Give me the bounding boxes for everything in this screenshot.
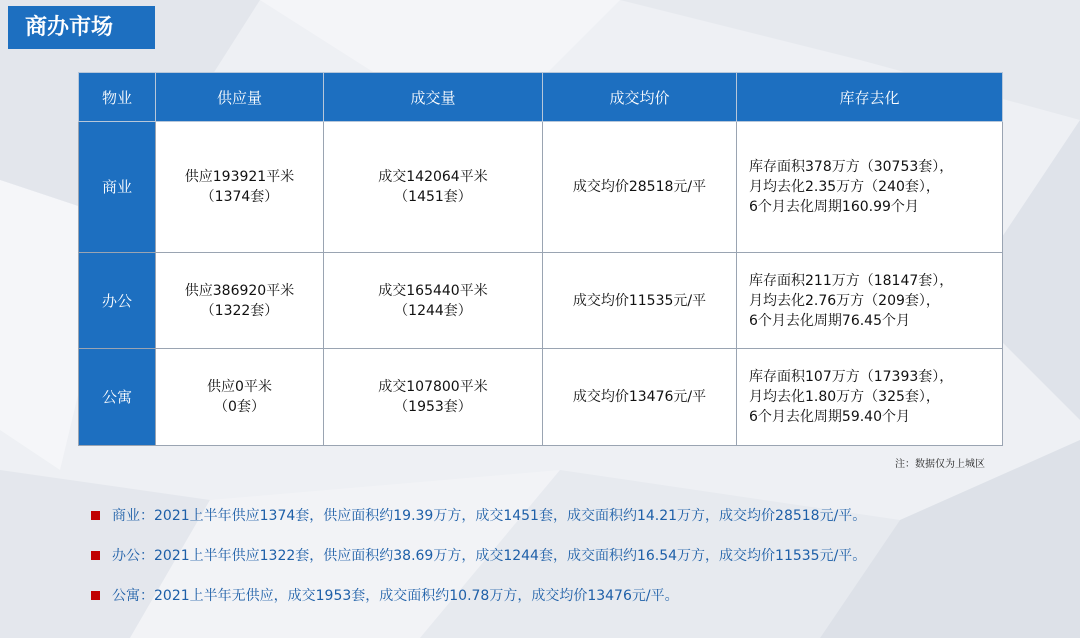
deal-units: （1451套） xyxy=(394,189,472,205)
supply-area: 供应0平米 xyxy=(207,379,272,395)
inventory-cycle: 6个月去化周期59.40个月 xyxy=(749,409,910,425)
inventory-monthly: 月均去化1.80万方（325套）， xyxy=(749,389,940,405)
deal-cell xyxy=(324,349,543,446)
square-bullet-icon xyxy=(91,551,100,560)
inventory-monthly: 月均去化2.35万方（240套）， xyxy=(749,179,940,195)
inventory-cycle: 6个月去化周期160.99个月 xyxy=(749,199,919,215)
square-bullet-icon xyxy=(91,511,100,520)
supply-units: （0套） xyxy=(214,399,265,415)
price-cell: 成交均价13476元/平 xyxy=(543,349,737,446)
price-cell: 成交均价28518元/平 xyxy=(543,122,737,253)
deal-cell xyxy=(324,253,543,349)
supply-area: 供应193921平米 xyxy=(184,169,295,185)
page-title: 商办市场 xyxy=(8,6,155,49)
summary-item-apartment xyxy=(88,586,866,606)
deal-area: 成交107800平米 xyxy=(378,379,488,395)
row-header-cell: 商业 xyxy=(79,122,156,253)
column-header-price: 成交均价 xyxy=(543,73,737,122)
summary-item-commercial xyxy=(88,506,866,526)
summary-list xyxy=(88,506,866,626)
supply-cell xyxy=(156,122,324,253)
summary-text: 公寓：2021上半年无供应，成交1953套，成交面积约10.78万方，成交均价13476元/平。 xyxy=(112,588,679,604)
table-row xyxy=(79,253,1003,349)
supply-units: （1374套） xyxy=(200,189,279,205)
market-table xyxy=(78,72,1003,446)
price-cell: 成交均价11535元/平 xyxy=(543,253,737,349)
deal-area: 成交142064平米 xyxy=(378,169,488,185)
square-bullet-icon xyxy=(91,591,100,600)
table-row xyxy=(79,349,1003,446)
table-header-row xyxy=(79,73,1003,122)
inventory-cell xyxy=(737,253,1003,349)
inventory-stock: 库存面积211万方（18147套）， xyxy=(749,272,954,289)
row-header-cell: 办公 xyxy=(79,253,156,349)
inventory-monthly: 月均去化2.76万方（209套）， xyxy=(749,292,940,309)
supply-cell xyxy=(156,349,324,446)
column-header-property: 物业 xyxy=(79,73,156,122)
table-note: 注：数据仅为上城区 xyxy=(895,459,985,470)
supply-units: （1322套） xyxy=(200,302,279,319)
row-header-cell: 公寓 xyxy=(79,349,156,446)
column-header-deal: 成交量 xyxy=(324,73,543,122)
inventory-cycle: 6个月去化周期76.45个月 xyxy=(749,312,910,329)
summary-text: 办公：2021上半年供应1322套，供应面积约38.69万方，成交1244套，成交面积约16.54万方，成交均价11535元/平。 xyxy=(112,548,867,564)
deal-units: （1244套） xyxy=(394,302,472,319)
supply-cell xyxy=(156,253,324,349)
inventory-cell xyxy=(737,122,1003,253)
inventory-cell xyxy=(737,349,1003,446)
inventory-stock: 库存面积378万方（30753套）， xyxy=(749,159,954,175)
supply-area: 供应386920平米 xyxy=(184,282,295,299)
table-row xyxy=(79,122,1003,253)
column-header-inventory: 库存去化 xyxy=(737,73,1003,122)
deal-area: 成交165440平米 xyxy=(378,282,488,299)
column-header-supply: 供应量 xyxy=(156,73,324,122)
summary-text: 商业：2021上半年供应1374套，供应面积约19.39万方，成交1451套，成交面积约14.21万方，成交均价28518元/平。 xyxy=(112,508,867,524)
deal-units: （1953套） xyxy=(394,399,472,415)
summary-item-office xyxy=(88,546,866,566)
deal-cell xyxy=(324,122,543,253)
inventory-stock: 库存面积107万方（17393套）， xyxy=(749,369,954,385)
